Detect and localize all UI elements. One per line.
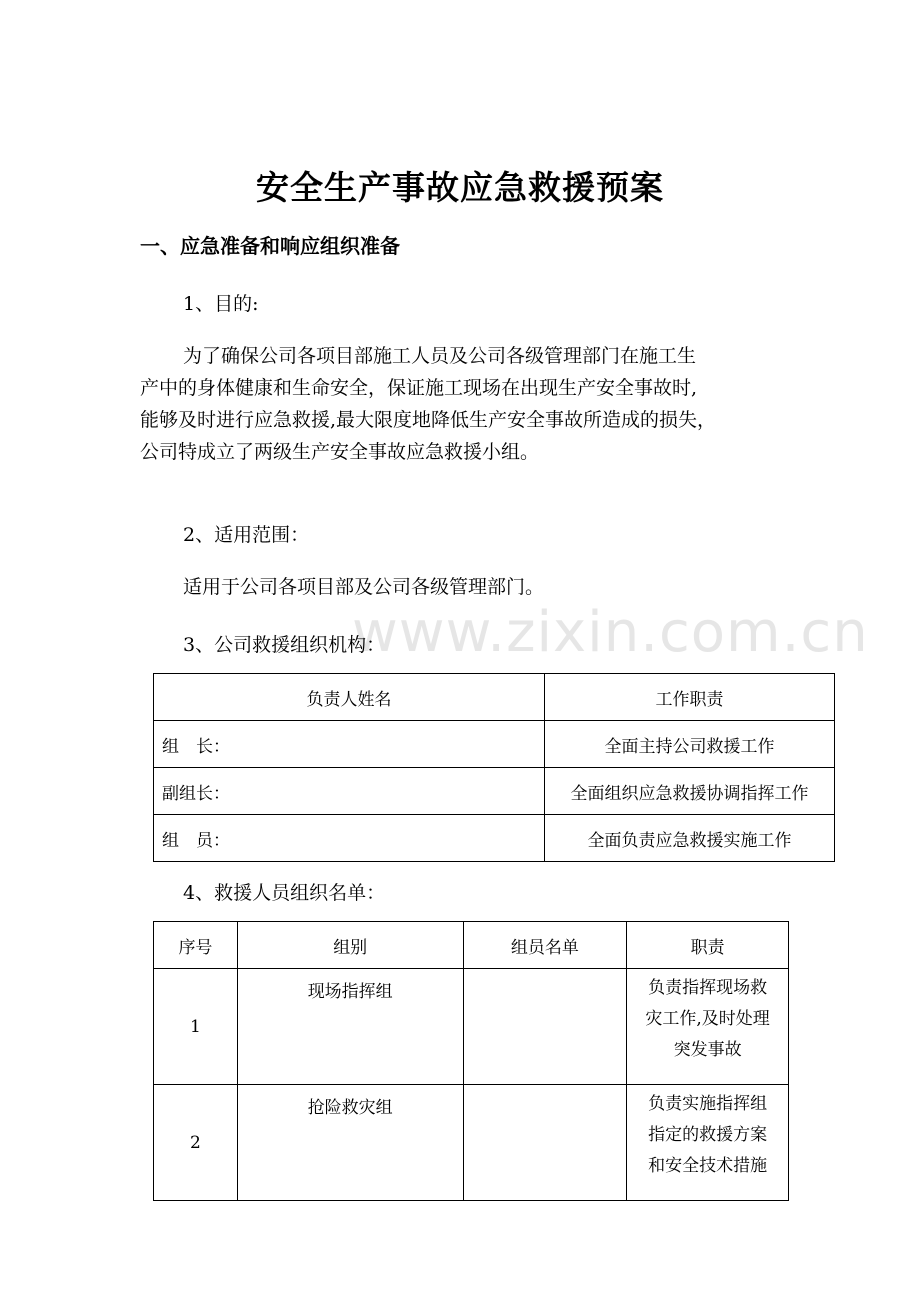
org-table-header: [154, 674, 835, 721]
org-row-duty: 全面主持公司救援工作: [544, 721, 834, 768]
staff-row-duty: [627, 969, 789, 1085]
staff-duty-line: 负责指挥现场救: [648, 978, 768, 998]
document-title: 安全生产事故应急救援预案: [256, 168, 664, 207]
item2-text: 适用于公司各项目部及公司各级管理部门。: [183, 576, 545, 598]
org-header-duty: 工作职责: [544, 674, 834, 721]
staff-header-duty: 职责: [627, 922, 789, 969]
org-row-name: 副组长：: [154, 768, 545, 815]
section1-heading: 一、应急准备和响应组织准备: [140, 234, 400, 258]
item3-heading: 3、公司救援组织机构：: [183, 634, 386, 656]
staff-duty-line: 负责实施指挥组: [648, 1094, 768, 1114]
table-row: [154, 721, 835, 768]
staff-row-group: 抢险救灾组: [237, 1085, 463, 1201]
org-row-name: 组 员：: [154, 815, 545, 862]
staff-header-seq: 序号: [154, 922, 238, 969]
staff-row-group: 现场指挥组: [237, 969, 463, 1085]
item2-heading: 2、适用范围：: [183, 524, 310, 546]
table-row: [154, 1085, 789, 1201]
item1-line-1: 为了确保公司各项目部施工人员及公司各级管理部门在施工生: [183, 345, 697, 367]
staff-duty-line: 灾工作,及时处理: [645, 1009, 770, 1029]
staff-table: [153, 921, 789, 1201]
watermark: www.zixin.com.cn: [352, 600, 869, 665]
table-row: [154, 969, 789, 1085]
staff-row-seq: 1: [154, 969, 238, 1085]
staff-row-members: [463, 969, 627, 1085]
staff-header-group: 组别: [237, 922, 463, 969]
org-row-duty: 全面负责应急救援实施工作: [544, 815, 834, 862]
org-row-duty: 全面组织应急救援协调指挥工作: [544, 768, 834, 815]
staff-row-duty: [627, 1085, 789, 1201]
staff-row-seq: 2: [154, 1085, 238, 1201]
staff-duty-line: 突发事故: [673, 1040, 742, 1060]
item1-heading: 1、目的:: [183, 293, 259, 315]
table-row: [154, 815, 835, 862]
staff-header-members: 组员名单: [463, 922, 627, 969]
item1-line-4: 公司特成立了两级生产安全事故应急救援小组。: [140, 441, 540, 463]
org-header-name: 负责人姓名: [154, 674, 545, 721]
staff-duty-line: 指定的救援方案: [648, 1125, 768, 1145]
table-row: [154, 768, 835, 815]
item1-line-2: 产中的身体健康和生命安全，保证施工现场在出现生产安全事故时,: [140, 377, 698, 399]
org-table: [153, 673, 835, 862]
staff-row-members: [463, 1085, 627, 1201]
staff-table-header: [154, 922, 789, 969]
item1-line-3: 能够及时进行应急救援,最大限度地降低生产安全事故所造成的损失，: [140, 409, 717, 431]
staff-duty-line: 和安全技术措施: [648, 1156, 768, 1176]
item4-heading: 4、救援人员组织名单：: [183, 882, 386, 904]
org-row-name: 组 长：: [154, 721, 545, 768]
